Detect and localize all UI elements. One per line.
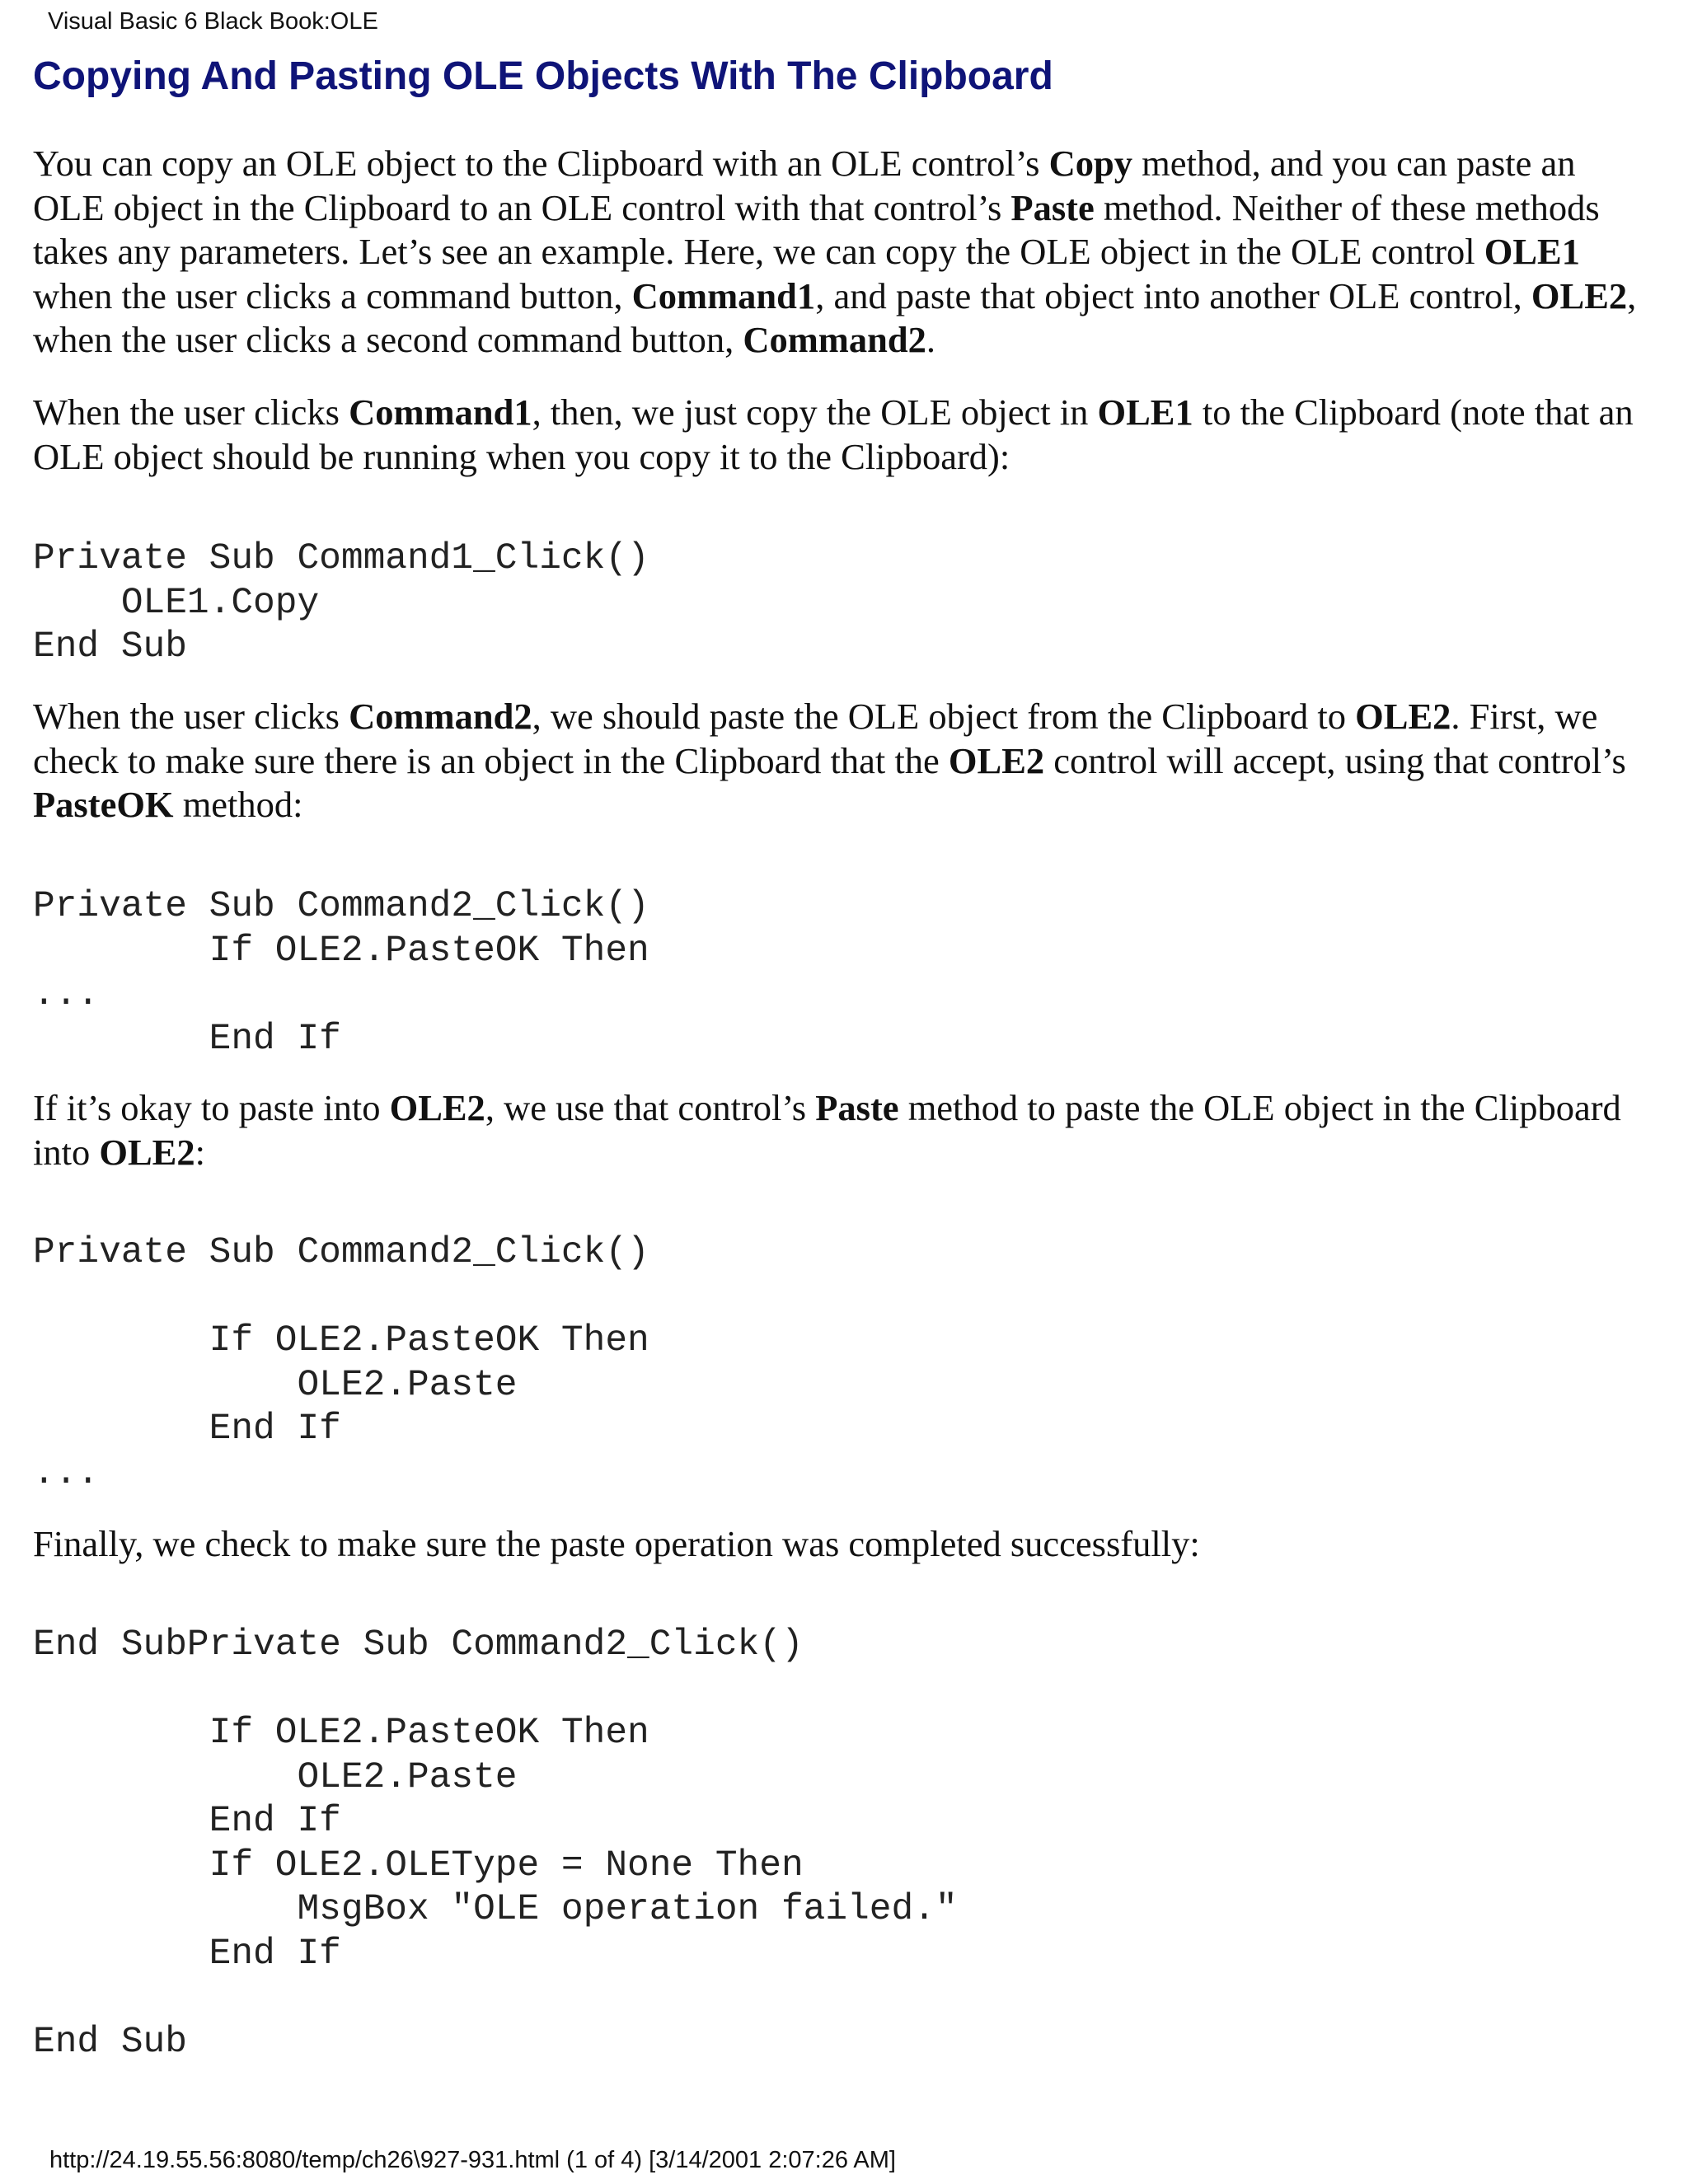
text-run: , then, we just copy the OLE object in — [532, 391, 1098, 433]
paragraph-command2 — [33, 695, 1648, 827]
bold-term: OLE2 — [389, 1087, 485, 1128]
text-run: method: — [173, 784, 303, 825]
text-run: when the user clicks a command button, — [33, 274, 632, 316]
code-line: MsgBox "OLE operation failed." — [33, 1889, 958, 1930]
text-run: method, and you can paste an OLE object in the Clipboard to an OLE control with that control’s — [33, 143, 1576, 228]
code-line: End If — [33, 1018, 341, 1060]
code-line: ... — [33, 974, 100, 1015]
code-line: ... — [33, 1452, 100, 1494]
paragraph-finally — [33, 1522, 1648, 1567]
code-line: End If — [33, 1933, 341, 1975]
code-line: Private Sub Command2_Click() — [33, 886, 649, 927]
code-line: End Sub — [33, 2021, 187, 2063]
bold-term: Command2 — [743, 319, 926, 360]
text-run: When the user clicks — [33, 696, 349, 737]
bold-term: Command1 — [349, 391, 532, 433]
text-run: . — [926, 319, 935, 360]
page-header: Visual Basic 6 Black Book:OLE — [48, 8, 378, 35]
bold-term: Paste — [1010, 186, 1095, 228]
code-line: End Sub — [33, 626, 187, 668]
bold-term: OLE1 — [1484, 231, 1580, 272]
bold-term: Command2 — [349, 696, 532, 737]
code-line: If OLE2.OLEType = None Then — [33, 1844, 804, 1886]
bold-term: PasteOK — [33, 784, 174, 825]
code-line: OLE1.Copy — [33, 582, 320, 624]
text-run: , we should paste the OLE object from the Clipboard to — [532, 696, 1356, 737]
bold-term: Paste — [815, 1087, 899, 1128]
page-footer-url: http://24.19.55.56:8080/temp/ch26\927-931.html (1 of 4) [3/14/2001 2:07:26 AM] — [49, 2147, 896, 2173]
text-run: method. Neither of these methods takes any parameters. Let’s see an example. Here, we can copy the OLE object in the OLE control — [33, 186, 1600, 272]
code-line: OLE2.Paste — [33, 1756, 518, 1798]
code-line: End If — [33, 1801, 341, 1842]
text-run: You can copy an OLE object to the Clipboard with an OLE control’s — [33, 143, 1049, 184]
code-line: If OLE2.PasteOK Then — [33, 1320, 649, 1361]
code-line: If OLE2.PasteOK Then — [33, 1713, 649, 1754]
code-block-pasteok — [33, 885, 649, 1062]
text-run: method to paste the OLE object in the Clipboard into — [33, 1087, 1621, 1173]
bold-term: OLE1 — [1097, 391, 1193, 433]
section-title: Copying And Pasting OLE Objects With The Clipboard — [33, 54, 1053, 98]
bold-term: Copy — [1048, 143, 1132, 184]
code-block-copy — [33, 537, 649, 670]
bold-term: OLE2 — [99, 1131, 195, 1173]
bold-term: OLE2 — [1355, 696, 1451, 737]
code-line — [33, 1668, 958, 1713]
paragraph-intro — [33, 142, 1648, 363]
code-block-check — [33, 1624, 958, 2064]
code-line — [33, 1976, 958, 2021]
text-run: Finally, we check to make sure the paste operation was completed successfully: — [33, 1523, 1200, 1564]
text-run: control will accept, using that control’s — [1044, 739, 1626, 781]
code-line: End If — [33, 1408, 341, 1450]
paragraph-paste — [33, 1086, 1648, 1174]
bold-term: OLE2 — [948, 739, 1045, 781]
text-run: . First, we check to make sure there is an object in the Clipboard that the — [33, 696, 1598, 781]
text-run: to the Clipboard (note that an OLE object should be running when you copy it to the Clipboard): — [33, 391, 1634, 477]
code-line — [33, 1276, 649, 1320]
text-run: , we use that control’s — [485, 1087, 816, 1128]
code-line: If OLE2.PasteOK Then — [33, 930, 649, 972]
code-line: Private Sub Command2_Click() — [33, 1232, 649, 1273]
code-line: End SubPrivate Sub Command2_Click() — [33, 1624, 804, 1666]
text-run: When the user clicks — [33, 391, 349, 433]
code-line: OLE2.Paste — [33, 1364, 518, 1406]
text-run: , when the user clicks a second command button, — [33, 274, 1637, 360]
code-block-paste — [33, 1231, 649, 1496]
code-line: Private Sub Command1_Click() — [33, 538, 649, 579]
text-run: : — [195, 1131, 205, 1173]
bold-term: OLE2 — [1531, 274, 1628, 316]
text-run: , and paste that object into another OLE control, — [815, 274, 1531, 316]
paragraph-command1 — [33, 391, 1648, 479]
bold-term: Command1 — [631, 274, 816, 316]
text-run: If it’s okay to paste into — [33, 1087, 390, 1128]
